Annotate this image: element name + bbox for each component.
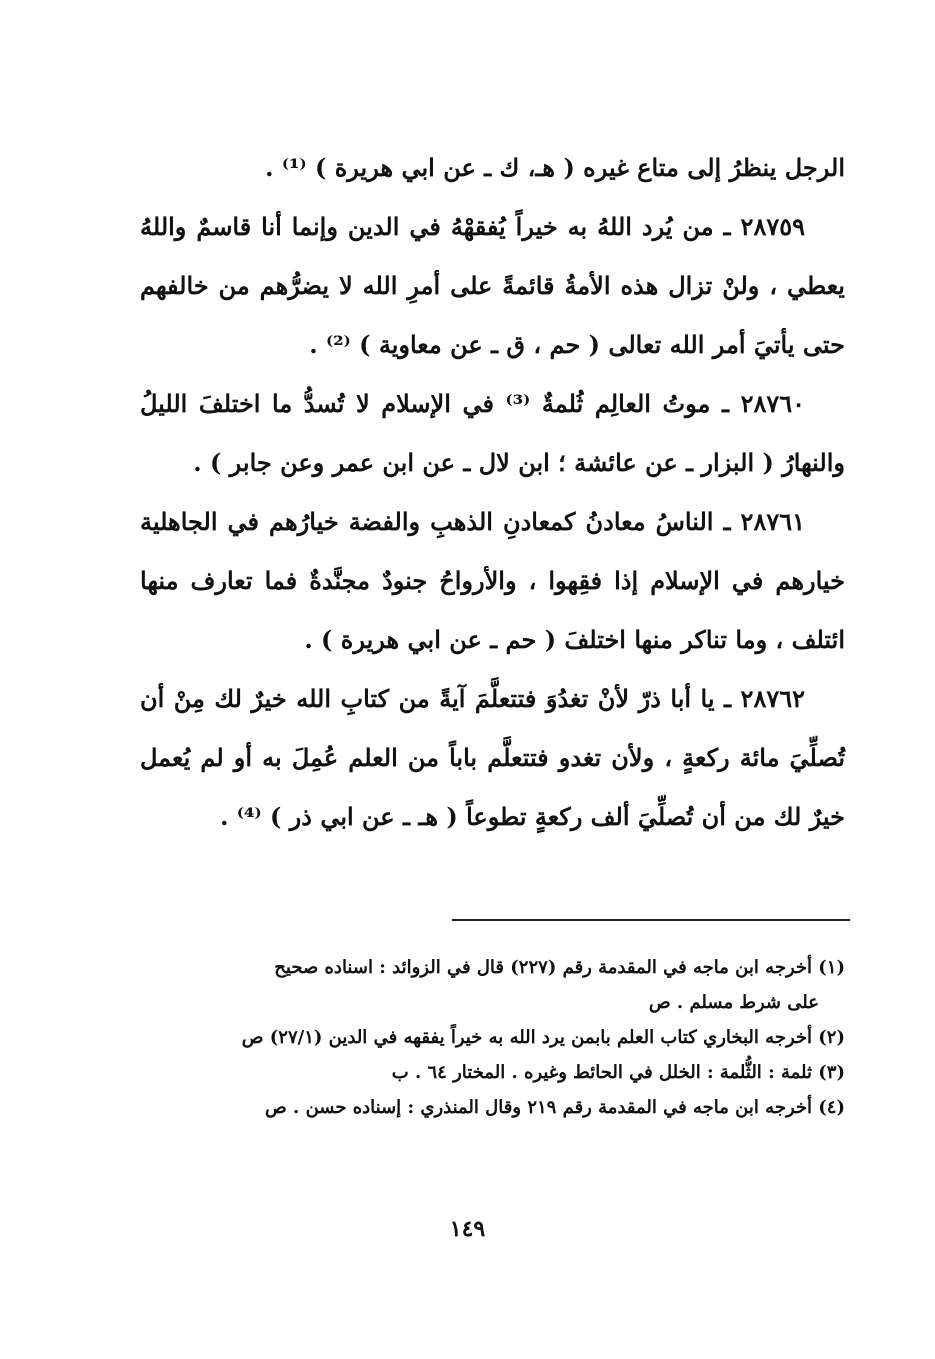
- footnotes-block: [140, 950, 845, 1125]
- footnote-3: (٣) ثلمة : الثُّلمة : الخلل في الحائط وغيره . المختار ٦٤ . ب: [391, 1062, 845, 1083]
- footnote-1-continuation: على شرط مسلم . ص: [648, 992, 819, 1013]
- footnote-separator: [452, 919, 850, 921]
- footnote-2: (٢) أخرجه البخاري كتاب العلم بابمن يرد الله به خيراً يفقهه في الدين (٢٧/١) ص: [241, 1027, 845, 1048]
- hadith-entry-28760: ٢٨٧٦٠ ـ موتُ العالِم ثُلمةٌ ⁽³⁾ في الإسلام لا تُسدُّ ما اختلفَ الليلُ والنهارُ ( البزار ـ عن عائشة ؛ ابن لال ـ عن ابن عمر وعن جابر ) .: [140, 389, 845, 477]
- footnote-1: (١) أخرجه ابن ماجه في المقدمة رقم (٢٢٧) قال في الزوائد : اسناده صحيح: [274, 957, 845, 978]
- hadith-entry-28761: ٢٨٧٦١ ـ الناسُ معادنُ كمعادنِ الذهبِ والفضة خيارُهم في الجاهلية خيارهم في الإسلام إذا فقِهوا ، والأرواحُ جنودٌ مجنَّدةٌ فما تعارف منها ائتلف ، وما تناكر منها اختلفَ ( حم ـ عن ابي هريرة ) .: [140, 507, 845, 654]
- hadith-text-block: [140, 138, 845, 846]
- hadith-entry-28759: ٢٨٧٥٩ ـ من يُرد اللهُ به خيراً يُفقهْهُ في الدين وإنما أنا قاسمٌ واللهُ يعطي ، ولنْ تزال هذه الأمةُ قائمةً على أمرِ الله لا يضرُّهم من خالفهم حتى يأتيَ أمر الله تعالى ( حم ، ق ـ عن معاوية ) ⁽²⁾ .: [140, 212, 845, 359]
- hadith-entry-28762: ٢٨٧٦٢ ـ يا أبا ذرّ لأنْ تغدُوَ فتتعلَّمَ آيةً من كتابِ الله خيرٌ لك مِنْ أن تُصلِّيَ مائة ركعةٍ ، ولأن تغدو فتتعلَّم باباً من العلم عُمِلَ به أو لم يُعمل خيرٌ لك من أن تُصلِّيَ ألف ركعةٍ تطوعاً ( هـ ـ عن ابي ذر ) ⁽⁴⁾ .: [140, 684, 845, 831]
- footnote-4: (٤) أخرجه ابن ماجه في المقدمة رقم ٢١٩ وقال المنذري : إسناده حسن . ص: [265, 1097, 845, 1118]
- page-number: ١٤٩: [449, 1216, 486, 1242]
- hadith-continuation: الرجل ينظرُ إلى متاع غيره ( هـ، ك ـ عن ابي هريرة ) ⁽¹⁾ .: [265, 153, 845, 182]
